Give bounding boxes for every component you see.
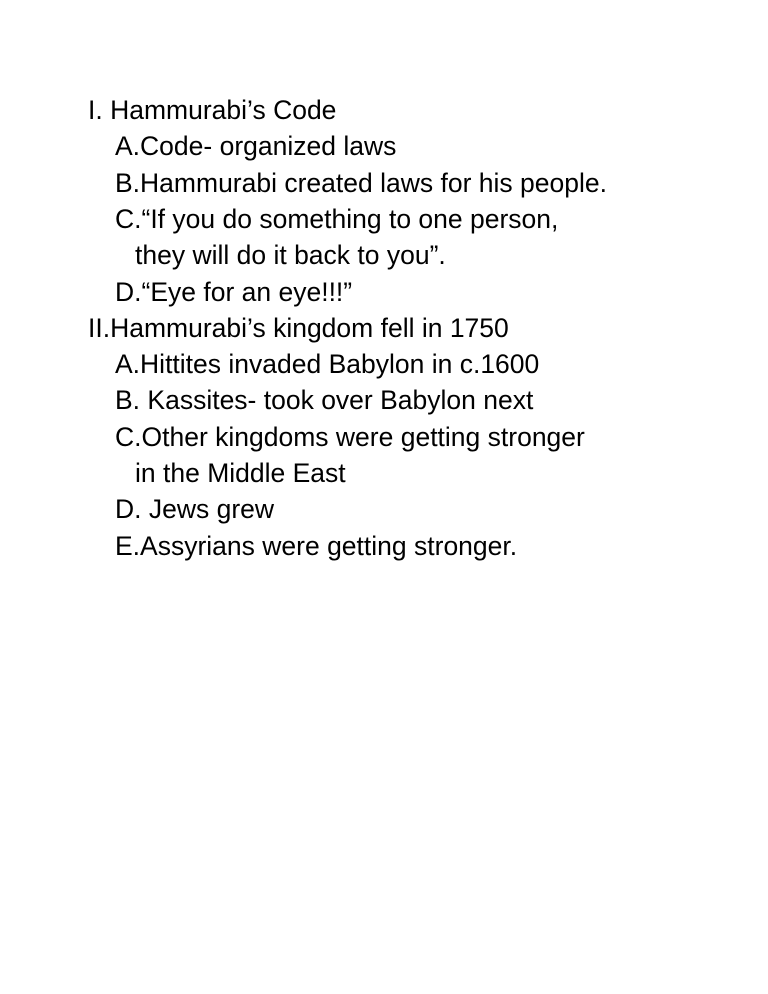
section-title: Hammurabi’s Code xyxy=(102,95,337,125)
item-text: Assyrians were getting stronger. xyxy=(140,530,518,561)
list-item xyxy=(115,201,558,237)
item-text: “Eye for an eye!!!” xyxy=(141,276,353,307)
item-marker: B. xyxy=(115,385,141,416)
list-item xyxy=(115,128,396,164)
item-text: Jews grew xyxy=(141,494,275,525)
item-continuation: in the Middle East xyxy=(135,458,346,488)
item-text: Other kingdoms were getting stronger xyxy=(141,421,585,452)
section-title: Hammurabi’s kingdom fell in 1750 xyxy=(110,312,509,343)
item-marker: D. xyxy=(115,276,142,307)
item-continuation: they will do it back to you”. xyxy=(135,240,446,271)
list-item xyxy=(115,419,585,455)
item-marker: A. xyxy=(115,349,141,380)
section-2-heading xyxy=(88,310,509,346)
list-item xyxy=(115,274,352,310)
list-item xyxy=(115,346,539,382)
item-marker: D. xyxy=(115,494,142,525)
list-item xyxy=(115,165,607,201)
item-text: Code- organized laws xyxy=(140,131,397,162)
list-item xyxy=(115,382,533,418)
item-marker: A. xyxy=(115,131,141,162)
item-marker: E. xyxy=(115,530,141,561)
item-text: Hammurabi created laws for his people. xyxy=(140,167,607,198)
section-marker: I. xyxy=(88,95,103,125)
item-marker: C. xyxy=(115,203,142,234)
item-marker: B. xyxy=(115,167,141,198)
item-text: Hittites invaded Babylon in c.1600 xyxy=(140,349,540,380)
item-text: Kassites- took over Babylon next xyxy=(140,385,534,416)
item-marker: C. xyxy=(115,421,142,452)
list-item xyxy=(115,491,274,527)
item-text: “If you do something to one person, xyxy=(141,203,559,234)
section-marker: II. xyxy=(88,312,111,343)
section-1-heading xyxy=(88,92,336,128)
list-item xyxy=(115,528,517,564)
